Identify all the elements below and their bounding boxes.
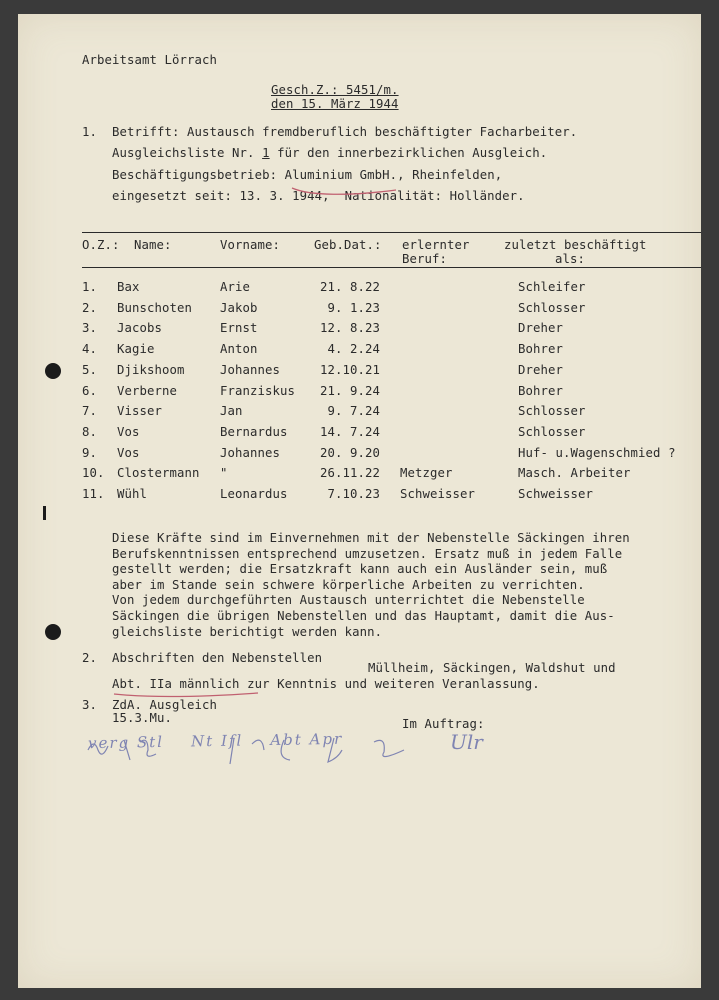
cell-zuletzt: Bohrer bbox=[518, 383, 564, 398]
cell-zuletzt: Schlosser bbox=[518, 300, 586, 315]
item1-line1 bbox=[112, 125, 577, 139]
paragraph-line: aber im Stande sein schwere körperliche Arbeiten zu verrichten. bbox=[112, 577, 585, 592]
cell-geb: 20. 9.20 bbox=[319, 445, 380, 460]
cell-nr: 2. bbox=[82, 300, 98, 315]
cell-nr: 11. bbox=[82, 487, 105, 501]
cell-geb: 21. 9.24 bbox=[319, 383, 380, 398]
document-date: den 15. März 1944 bbox=[271, 97, 399, 111]
cell-zuletzt: Schweisser bbox=[518, 487, 594, 501]
handwritten-note: verg Stl Nt Ifl Abt Apr bbox=[87, 729, 344, 753]
table-top-rule bbox=[82, 232, 701, 233]
cell-zuletzt: Schlosser bbox=[518, 404, 586, 419]
col-header-geb: Geb.Dat.: bbox=[314, 238, 382, 252]
office-name: Arbeitsamt Lörrach bbox=[82, 53, 218, 67]
item1-line3 bbox=[112, 168, 502, 182]
document-page bbox=[18, 14, 701, 988]
betrifft-text: Austausch fremdberuflich beschäftigter Facharbeiter. bbox=[187, 125, 578, 139]
paragraph-line: Berufskenntnissen entsprechend umzusetzen. Ersatz muß in jedem Falle bbox=[112, 546, 623, 561]
col-header-vorname: Vorname: bbox=[220, 238, 281, 252]
cell-zuletzt: Masch. Arbeiter bbox=[518, 466, 631, 481]
cell-name: Bax bbox=[117, 280, 140, 294]
cell-beruf: Schweisser bbox=[400, 487, 476, 501]
item2-line2: Müllheim, Säckingen, Waldshut und bbox=[368, 661, 616, 675]
im-auftrag: Im Auftrag: bbox=[402, 717, 485, 731]
department-name: Abt. IIa männlich bbox=[112, 677, 240, 691]
cell-vorname: Leonardus bbox=[220, 487, 288, 501]
cell-vorname: " bbox=[220, 466, 228, 481]
cell-name: Bunschoten bbox=[117, 300, 193, 315]
cell-nr: 7. bbox=[82, 404, 98, 419]
cell-vorname: Jakob bbox=[220, 300, 258, 315]
cell-name: Kagie bbox=[117, 342, 155, 357]
cell-name: Jacobs bbox=[117, 321, 163, 336]
cell-geb: 9. 1.23 bbox=[327, 300, 380, 315]
cell-zuletzt: Bohrer bbox=[518, 342, 564, 357]
cell-name: Verberne bbox=[117, 383, 178, 398]
col-header-zuletzt-2: als: bbox=[555, 252, 586, 266]
cell-geb: 12.10.21 bbox=[319, 362, 380, 377]
paragraph-line: Säckingen die übrigen Nebenstellen und das Hauptamt, damit die Aus- bbox=[112, 609, 615, 623]
cell-vorname: Jan bbox=[220, 404, 243, 419]
handwritten-scribbles bbox=[84, 730, 414, 770]
item1-line4: eingesetzt seit: 13. 3. 1944, Nationalität: Holländer. bbox=[112, 189, 525, 203]
cell-name: Clostermann bbox=[117, 466, 200, 481]
punch-hole-bottom bbox=[45, 624, 61, 640]
cell-vorname: Anton bbox=[220, 342, 258, 357]
red-pencil-underline bbox=[290, 184, 400, 198]
item2-number: 2. bbox=[82, 651, 98, 665]
cell-geb: 4. 2.24 bbox=[327, 342, 380, 357]
col-header-name: Name: bbox=[134, 238, 172, 252]
cell-nr: 4. bbox=[82, 342, 98, 357]
cell-vorname: Johannes bbox=[220, 362, 281, 377]
col-header-zuletzt-1: zuletzt beschäftigt bbox=[504, 238, 647, 252]
col-header-beruf-1: erlernter bbox=[402, 238, 470, 252]
company-location: , Rheinfelden, bbox=[397, 168, 503, 182]
cell-geb: 14. 7.24 bbox=[319, 424, 380, 439]
cell-name: Djikshoom bbox=[117, 362, 185, 377]
item1-number: 1. bbox=[82, 125, 98, 139]
cell-name: Wühl bbox=[117, 487, 148, 501]
cell-nr: 3. bbox=[82, 321, 98, 336]
paragraph-line: Von jedem durchgeführten Austausch unterrichtet die Nebenstelle bbox=[112, 593, 585, 608]
punch-hole-top bbox=[45, 363, 61, 379]
cell-vorname: Arie bbox=[220, 280, 251, 294]
cell-zuletzt: Dreher bbox=[518, 321, 564, 336]
cell-geb: 12. 8.23 bbox=[319, 321, 380, 336]
cell-vorname: Bernardus bbox=[220, 424, 288, 439]
list-label: Ausgleichsliste Nr. bbox=[112, 146, 255, 160]
cell-nr: 6. bbox=[82, 383, 98, 398]
item2-instruction: zur Kenntnis und weiteren Veranlassung. bbox=[247, 677, 540, 691]
cell-zuletzt: Schleifer bbox=[518, 280, 586, 294]
cell-zuletzt: Huf- u.Wagenschmied ? bbox=[518, 445, 676, 460]
cell-nr: 10. bbox=[82, 466, 105, 481]
company-name: Aluminium GmbH. bbox=[284, 168, 398, 182]
paragraph-line: gleichsliste berichtigt werden kann. bbox=[112, 624, 383, 639]
cell-nr: 5. bbox=[82, 362, 98, 377]
col-header-beruf-2: Beruf: bbox=[402, 252, 448, 266]
cell-name: Vos bbox=[117, 424, 140, 439]
item2-line3 bbox=[112, 677, 540, 691]
item1-line2 bbox=[112, 146, 547, 160]
cell-geb: 26.11.22 bbox=[319, 466, 380, 481]
cell-zuletzt: Dreher bbox=[518, 362, 564, 377]
cell-vorname: Franziskus bbox=[220, 383, 296, 398]
cell-name: Vos bbox=[117, 445, 140, 460]
item2-line1: Abschriften den Nebenstellen bbox=[112, 651, 323, 665]
paragraph-line: gestellt werden; die Ersatzkraft kann auch ein Ausländer sein, muß bbox=[112, 562, 608, 577]
col-header-nr: O.Z.: bbox=[82, 238, 120, 252]
cell-name: Visser bbox=[117, 404, 163, 419]
edge-mark bbox=[43, 506, 46, 520]
list-purpose: für den innerbezirklichen Ausgleich. bbox=[277, 146, 548, 160]
cell-geb: 9. 7.24 bbox=[327, 404, 380, 419]
list-number: 1 bbox=[262, 146, 270, 160]
reference-number: Gesch.Z.: 5451/m. bbox=[271, 83, 399, 97]
item3-line2: 15.3.Mu. bbox=[112, 711, 173, 725]
cell-vorname: Johannes bbox=[220, 445, 281, 460]
betrifft-label: Betrifft: bbox=[112, 125, 180, 139]
betrieb-label: Beschäftigungsbetrieb: bbox=[112, 168, 278, 182]
signature: Ulr bbox=[450, 730, 483, 754]
cell-vorname: Ernst bbox=[220, 321, 258, 336]
cell-geb: 21. 8.22 bbox=[319, 280, 380, 294]
cell-nr: 1. bbox=[82, 280, 98, 294]
cell-nr: 9. bbox=[82, 445, 98, 460]
cell-geb: 7.10.23 bbox=[327, 487, 380, 501]
cell-zuletzt: Schlosser bbox=[518, 424, 586, 439]
paragraph-line: Diese Kräfte sind im Einvernehmen mit der Nebenstelle Säckingen ihren bbox=[112, 531, 630, 545]
table-header-rule bbox=[82, 267, 701, 268]
item3-line1: ZdA. Ausgleich bbox=[112, 698, 218, 712]
cell-nr: 8. bbox=[82, 424, 98, 439]
item3-number: 3. bbox=[82, 698, 98, 712]
cell-beruf: Metzger bbox=[400, 466, 453, 481]
